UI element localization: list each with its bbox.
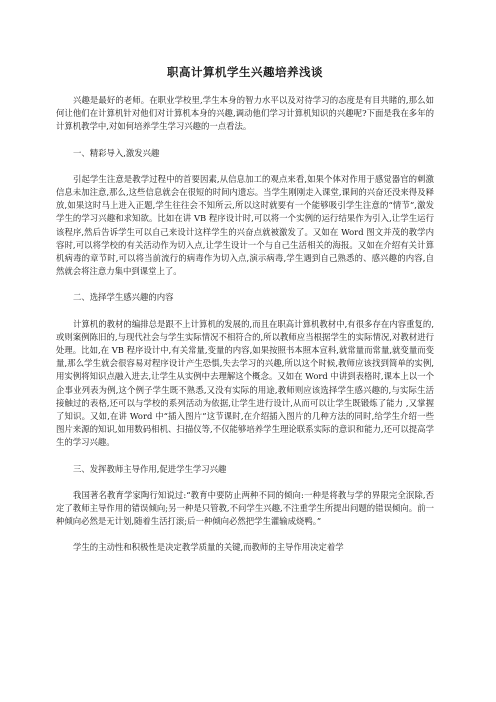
document-title: 职高计算机学生兴趣培养浅谈 [167, 65, 323, 79]
section-1-paragraph: 引起学生注意是教学过程中的首要因素,从信息加工的观点来看,如果个体对作用于感觉器官的刺激信息未加注意,那么,这些信息就会在很短的时间内遗忘。当学生刚刚走入课堂,课间的兴奋还没来得及释放,如果这时马上进入正题,学生往往会不知所云,所以这时就要有一个能够吸引学生注意的“情节”,激发学生的学习兴趣和求知欲。比如在讲 VB 程序设计时,可以将一个实例的运行结果作为引入,让学生运行该程序,然后告诉学生可以自己来设计这样学生的兴奋点就被激发了。又如在 Word 图文并茂的教学内容时,可以将学校的有关活动作为切入点,让学生设计一个与自己生活相关的海报。又如在介绍有关计算机病毒的章节时,可以将当前流行的病毒作为切入点,演示病毒,学生遇到自己熟悉的、感兴趣的内容,自然就会将注意力集中到课堂上了。 [56, 173, 434, 277]
document-page [56, 64, 434, 568]
section-3-heading: 三、发挥教师主导作用,促进学生学习兴趣 [73, 463, 227, 474]
section-3-paragraph: 我国著名教育学家陶行知说过:“教育中要防止两种不同的倾向:一种是将教与学的界限完全泯除,否定了教师主导作用的错误倾向;另一种是只管教,不问学生兴趣,不注重学生所提出问题的错误倾向。前一种倾向必然是无计划,随着生活打滚;后一种倾向必然把学生灌输成烧鸭。” [56, 489, 434, 527]
intro-paragraph: 兴趣是最好的老师。在职业学校里,学生本身的智力水平以及对待学习的态度是有目共睹的,那么如何让他们在计算机针对他们对计算机本身的兴趣,调动他们学习计算机知识的兴趣呢?下面是我在多年的计算机教学中,对如何培养学生学习兴趣的一点看法。 [56, 95, 434, 132]
section-2-heading: 二、选择学生感兴趣的内容 [73, 292, 174, 303]
section-2-paragraph: 计算机的教材的编排总是跟不上计算机的发展的,而且在职高计算机教材中,有很多存在内容重复的,或则案例陈旧的,与现代社会与学生实际情况不相符合的,所以教师应当根据学生的实际情况,对教材进行处理。比如,在 VB 程序设计中,有关常量,变量的内容,如果按照书本照本宣科,就常量而常量,就变量而变量,那么学生就会很容易对程序设计产生恐惧,失去学习的兴趣,所以这个时候,教师应该找到简单的实例,用实例将知识点融入进去,让学生从实例中去理解这个概念。又如在 Word 中讲到表格时,课本上以一个企事业列表为例,这个例子学生既不熟悉,又没有实际的用途,教师则应该选择学生感兴趣的,与实际生活接触过的表格,还可以与学校的系列活动为依据,让学生进行设计,从而可以让学生既锻炼了能力 ,又掌握了知识。又如,在讲 Word 中“插入图片”这节课时,在介绍插入图片的几种方法的同时,给学生介绍一些图片来源的知识,如用数码相机、扫描仪等,不仅能够培养学生理论联系实际的意识和能力,还可以提高学生的学习兴趣。 [56, 318, 434, 448]
section-1-heading: 一、精彩导入,激发兴趣 [73, 147, 160, 158]
section-3-paragraph-2: 学生的主动性和积极性是决定教学质量的关键,而教师的主导作用决定着学 [73, 542, 344, 553]
